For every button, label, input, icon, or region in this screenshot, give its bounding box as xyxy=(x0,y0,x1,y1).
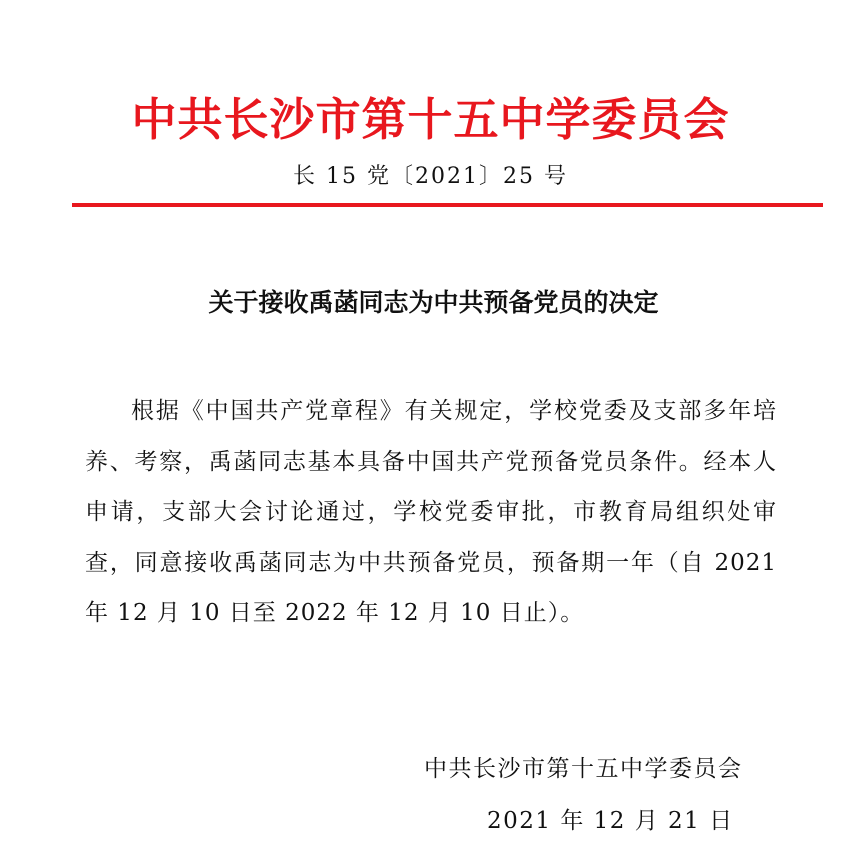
issuing-organization-header: 中共长沙市第十五中学委员会 xyxy=(131,93,730,146)
document-body-paragraph: 根据《中国共产党章程》有关规定，学校党委及支部多年培养、考察，禹菡同志基本具备中国共产党预备党员条件。经本人申请，支部大会讨论通过，学校党委审批，市教育局组织处审查，同意接收禹菡同志为中共预备党员，预备期一年（自 2021 年 12 月 10 日至 2022 年 12 月 10 日止）。 xyxy=(85,398,777,626)
signature-organization: 中共长沙市第十五中学委员会 xyxy=(424,756,743,782)
red-header-rule xyxy=(72,203,823,207)
document-title: 关于接收禹菡同志为中共预备党员的决定 xyxy=(208,288,659,317)
document-number: 长 15 党〔2021〕25 号 xyxy=(293,164,568,189)
signature-date: 2021 年 12 月 21 日 xyxy=(487,808,734,834)
